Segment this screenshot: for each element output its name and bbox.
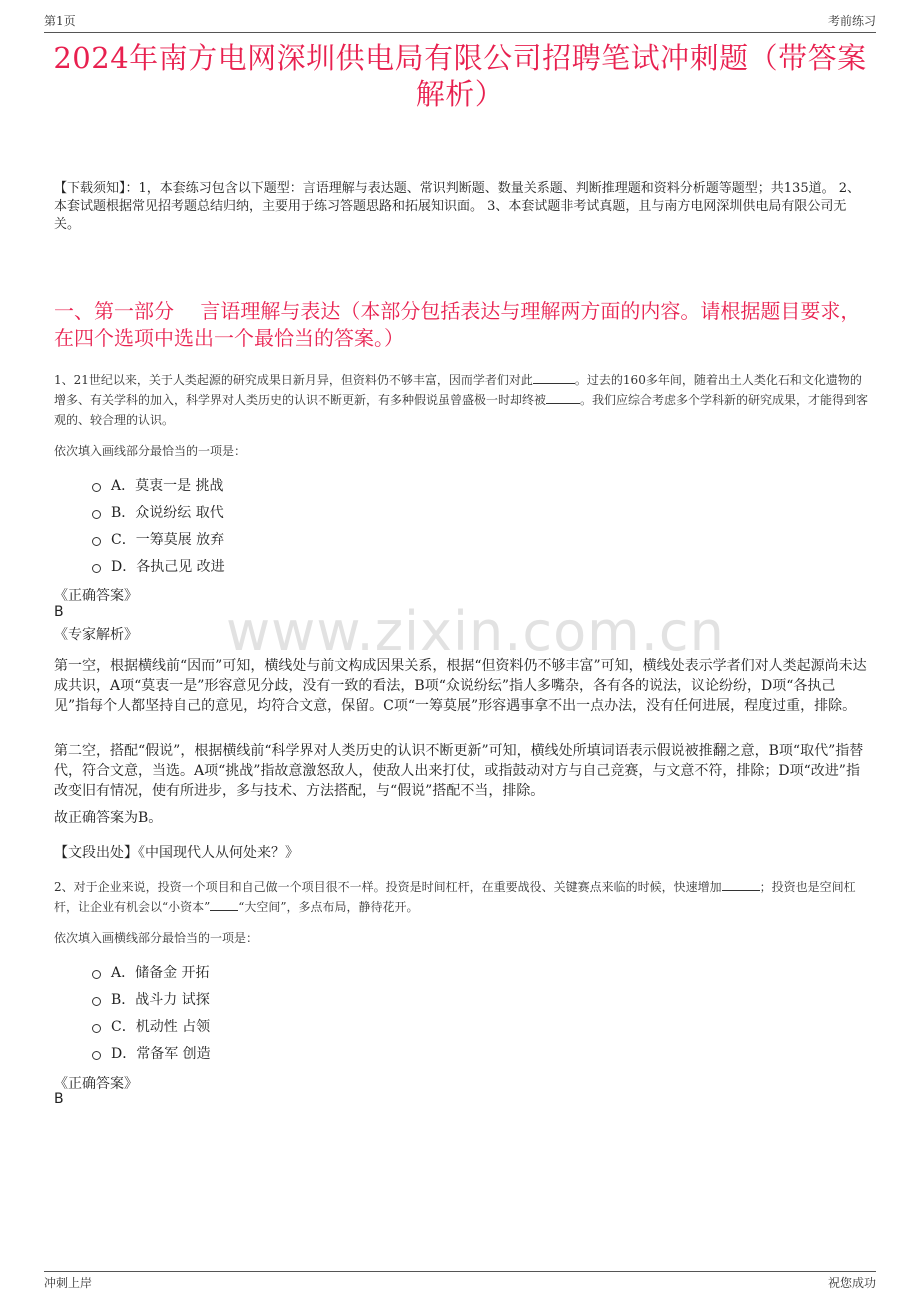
radio-icon[interactable] [92, 564, 101, 573]
q1-source: 【文段出处】《中国现代人从何处来？》 [54, 845, 299, 861]
q2-option-d[interactable]: D．常备军 创造 [92, 1043, 211, 1063]
q2-option-a[interactable]: A．储备金 开拓 [92, 962, 210, 982]
q1-answer: B [54, 604, 64, 620]
q2-option-b[interactable]: B．战斗力 试探 [92, 989, 210, 1009]
page-footer [44, 1271, 876, 1296]
footer-left-text: 冲刺上岸 [44, 1276, 93, 1290]
radio-icon[interactable] [92, 1051, 101, 1060]
q1-answer-label: 《正确答案》 [54, 588, 138, 604]
q1-analysis-paragraph-2: 第二空，搭配“假说”，根据横线前“科学界对人类历史的认识不断更新”可知，横线处所填词语表示假说被推翻之意，B项“取代”指替代，符合文意，当选。A项“挑战”指故意激怒敌人，使敌人出来打仗，或指鼓动对方与自己竞赛，与文意不符，排除；D项“改进”指改变旧有情况，使有所进步，多与技术、方法搭配，与“假说”搭配不当，排除。 [54, 743, 864, 799]
answer-blank [533, 370, 575, 384]
watermark: www.zixin.com.cn [226, 600, 725, 663]
q1-option-b[interactable]: B．众说纷纭 取代 [92, 502, 224, 522]
question-1-text: 1、21世纪以来，关于人类起源的研究成果日新月异，但资料仍不够丰富，因而学者们对此 。过去的160多年间，随着出土人类化石和文化遗物的增多、有关学科的加入，科学界对人类历史的认识不断更新，有多种假说虽曾盛极一时却终被 。我们应综合考虑多个学科新的研究成果，才能得到客观的、较合理的认识。 [54, 370, 872, 430]
header-tag: 考前练习 [827, 14, 876, 28]
q1-option-d[interactable]: D．各执己见 改进 [92, 556, 225, 576]
question-2-text: 2、对于企业来说，投资一个项目和自己做一个项目很不一样。投资是时间杠杆，在重要战役、关键赛点来临的时候，快速增加 ；投资也是空间杠杆，让企业有机会以“小资本” “大空间”，多点布局，静待花开。 [54, 877, 872, 917]
page-header [44, 12, 876, 33]
answer-blank [210, 897, 238, 911]
radio-icon[interactable] [92, 537, 101, 546]
radio-icon[interactable] [92, 970, 101, 979]
radio-icon[interactable] [92, 483, 101, 492]
footer-right-text: 祝您成功 [827, 1276, 876, 1290]
q1-option-c[interactable]: C．一筹莫展 放弃 [92, 529, 224, 549]
q2-answer: B [54, 1091, 64, 1107]
document-title: 2024年南方电网深圳供电局有限公司招聘笔试冲刺题（带答案解析） [53, 41, 867, 111]
q2-answer-label: 《正确答案》 [54, 1076, 138, 1092]
page-number: 第1页 [44, 14, 76, 28]
q1-analysis-paragraph-1: 第一空，根据横线前“因而”可知，横线处与前文构成因果关系，根据“但资料仍不够丰富”可知，横线处表示学者们对人类起源尚未达成共识，A项“莫衷一是”形容意见分歧，没有一致的看法，B项“众说纷纭”指人多嘴杂，各有各的说法，议论纷纷，D项“各执己见”指每个人都坚持自己的意见，均符合文意，保留。C项“一筹莫展”形容遇事拿不出一点办法，没有任何进展，程度过重，排除。 [54, 658, 867, 714]
q1-option-a[interactable]: A．莫衷一是 挑战 [92, 475, 224, 495]
radio-icon[interactable] [92, 997, 101, 1006]
question-2-instruction: 依次填入画横线部分最恰当的一项是： [54, 931, 259, 945]
section-title: 一、第一部分 言语理解与表达（本部分包括表达与理解两方面的内容。请根据题目要求，在四个选项中选出一个最恰当的答案。） [54, 299, 861, 350]
q1-analysis-label: 《专家解析》 [54, 627, 138, 643]
q1-conclusion: 故正确答案为B。 [54, 810, 163, 826]
radio-icon[interactable] [92, 510, 101, 519]
answer-blank [722, 877, 760, 891]
q2-option-c[interactable]: C．机动性 占领 [92, 1016, 210, 1036]
answer-blank [546, 390, 580, 404]
question-1-instruction: 依次填入画线部分最恰当的一项是： [54, 444, 247, 458]
download-notice: 【下载须知】：1，本套练习包含以下题型：言语理解与表达题、常识判断题、数量关系题、判断推理题和资料分析题等题型；共135道。 2、本套试题根据常见招考题总结归纳，主要用于练习答题思路和拓展知识面。 3、本套试题非考试真题，且与南方电网深圳供电局有限公司无关。 [54, 181, 860, 232]
radio-icon[interactable] [92, 1024, 101, 1033]
